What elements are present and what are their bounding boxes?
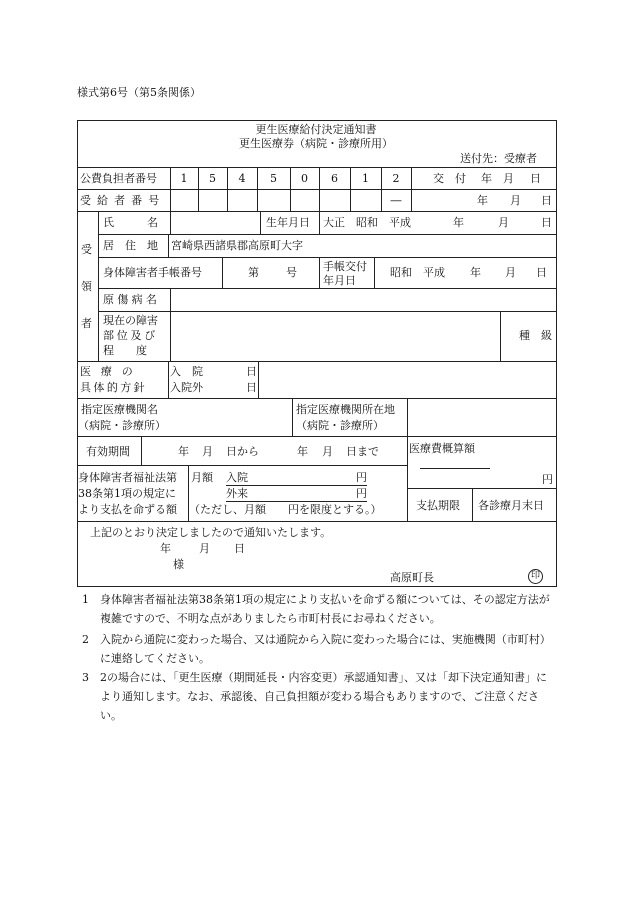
payment-inpatient-yen: 円 (356, 471, 367, 484)
validity-to-month: 月 (322, 445, 333, 458)
institution-address-label-2: （病院・診療所） (296, 419, 384, 432)
note-number: 3 (82, 671, 89, 684)
notice-text: 上記のとおり決定しましたので通知いたします。 (90, 526, 332, 539)
institution-name-label: 指定医療機関名 (81, 403, 158, 416)
recipient-number-label: 受給者番号 (80, 194, 166, 207)
validity-from-year: 年 (178, 445, 189, 458)
policy-inpatient-day: 日 (246, 365, 257, 378)
note-3 (82, 668, 552, 725)
issue-month: 月 (503, 172, 514, 185)
disability-label-3: 程 度 (103, 344, 147, 357)
validity-to-day: 日まで (346, 445, 379, 458)
payer-digit: 5 (209, 172, 216, 185)
disability-label-2: 部位及び (103, 329, 158, 342)
handbook-day: 日 (536, 266, 547, 279)
address-value: 宮崎県西諸県郡高原町大字 (171, 239, 303, 252)
payer-digit: 6 (331, 172, 338, 185)
birth-day: 日 (541, 216, 552, 229)
form-title: 更生医療給付決定通知書 (255, 123, 377, 136)
cost-estimate-label: 医療費概算額 (409, 442, 475, 455)
payment-term-label: 支払期限 (416, 499, 460, 512)
issue-year: 年 (481, 172, 492, 185)
policy-outpatient-day: 日 (246, 381, 257, 394)
note-number: 2 (82, 633, 89, 646)
notice-month: 月 (199, 542, 210, 555)
policy-label-2: 具体的方針 (80, 381, 148, 394)
recipient-side-label-2: 領 (81, 280, 92, 293)
handbook-number-suffix: 号 (286, 266, 297, 279)
name-label: 氏 名 (103, 216, 158, 229)
notice-sama: 様 (173, 558, 184, 571)
grade-label: 種 級 (519, 329, 552, 342)
form-subtitle: 更生医療券（病院・診療所用） (239, 137, 393, 150)
issue-label: 交 付 (433, 172, 466, 185)
payment-limit-note: （ただし、月額 円を限度とする。） (189, 503, 382, 516)
birth-era-options: 大正 昭和 平成 (323, 216, 411, 229)
policy-outpatient-label: 入院外 (170, 381, 203, 394)
recipient-number-dash: ― (390, 194, 402, 207)
note-text: 身体障害者福祉法第38条第1項の規定により支払いを命ずる額については、その認定方法が複雑ですので、不明な点がありましたら市町村長にお尋ねください。 (100, 593, 550, 625)
validity-from-month: 月 (202, 445, 213, 458)
payment-inpatient-label: 入院 (226, 471, 248, 484)
payment-order-label-2: 38条第1項の規定に (78, 487, 176, 500)
notice-year: 年 (160, 542, 171, 555)
payment-order-label-3: より支払を命ずる額 (78, 503, 177, 516)
row2-day: 日 (541, 194, 552, 207)
payer-digit: 4 (238, 172, 246, 185)
policy-inpatient-label: 入 院 (170, 365, 203, 378)
handbook-year: 年 (470, 266, 481, 279)
recipient-side-label-3: 者 (81, 317, 92, 330)
handbook-issue-label-2: 年月日 (323, 274, 356, 287)
issue-day: 日 (530, 172, 541, 185)
birth-month: 月 (498, 216, 509, 229)
payment-term-value: 各診療月末日 (478, 499, 544, 512)
row2-month: 月 (510, 194, 521, 207)
handbook-number-label: 身体障害者手帳番号 (103, 266, 202, 279)
handbook-issue-label: 手帳交付 (323, 260, 367, 273)
validity-from-day: 日から (226, 445, 259, 458)
form-frame (77, 120, 557, 587)
send-to: 送付先：受療者 (460, 152, 537, 165)
cause-label: 原傷病名 (103, 293, 161, 306)
payer-digit: 5 (270, 172, 277, 185)
note-2 (82, 630, 552, 668)
institution-address-label: 指定医療機関所在地 (296, 403, 395, 416)
handbook-number-prefix: 第 (248, 266, 259, 279)
address-label: 居 住 地 (103, 239, 158, 252)
note-text: 2の場合には、「更生医療（期間延長・内容変更）承認通知書」、又は「却下決定通知書」により通知します。なお、承認後、自己負担額が変わる場合もありますので、ご注意ください。 (100, 671, 547, 722)
payer-digit: 1 (362, 172, 369, 185)
payer-digit: 2 (392, 172, 400, 185)
form-number: 様式第6号（第5条関係） (77, 86, 201, 99)
birth-year: 年 (453, 216, 464, 229)
validity-label: 有効期間 (86, 445, 130, 458)
note-1 (82, 590, 552, 628)
payer-digit: 1 (180, 172, 188, 185)
recipient-side-label-1: 受 (81, 243, 92, 256)
disability-label-1: 現在の障害 (103, 314, 158, 327)
public-payer-number-label: 公費負担者番号 (80, 172, 157, 185)
notice-day: 日 (234, 542, 245, 555)
row2-year: 年 (477, 194, 488, 207)
payer-digit: 0 (301, 172, 308, 185)
mayor-name: 高原町長 (390, 571, 434, 584)
cost-estimate-unit: 円 (542, 473, 553, 486)
payment-order-label-1: 身体障害者福祉法第 (78, 471, 177, 484)
handbook-era-options: 昭和 平成 (390, 266, 445, 279)
handbook-month: 月 (505, 266, 516, 279)
seal-icon: 印 (528, 569, 543, 584)
policy-label-1: 医療の (80, 365, 143, 378)
monthly-label: 月額 (191, 471, 213, 484)
note-number: 1 (82, 593, 89, 606)
birth-label: 生年月日 (266, 216, 310, 229)
institution-name-label-2: （病院・診療所） (78, 419, 166, 432)
validity-to-year: 年 (297, 445, 308, 458)
note-text: 入院から通院に変わった場合、又は通院から入院に変わった場合には、実施機関（市町村）に連絡してください。 (100, 633, 551, 665)
payment-outpatient-label: 外来 (226, 487, 248, 500)
payment-outpatient-yen: 円 (356, 487, 367, 500)
